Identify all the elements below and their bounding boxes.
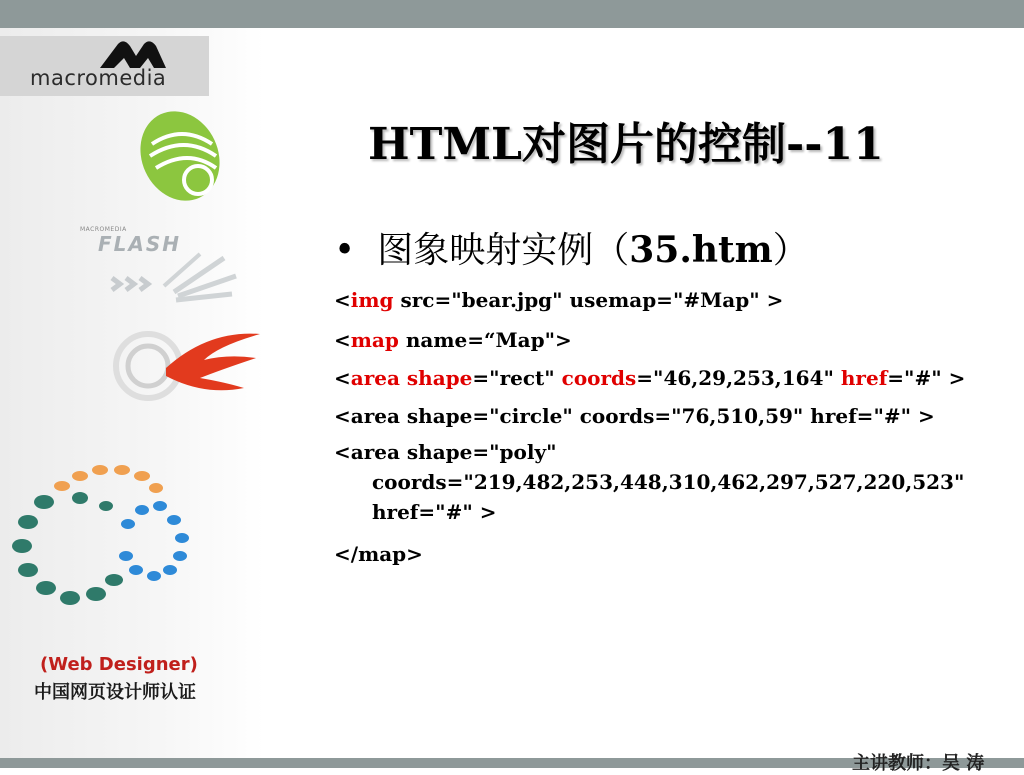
teacher-footer: 主讲教师：吴 涛: [852, 753, 985, 774]
code-val-href: ="#" >: [887, 366, 966, 390]
code-rest: name=“Map">: [398, 328, 572, 352]
code-lt: <: [334, 366, 351, 390]
dotted-rings-icon: [10, 462, 200, 612]
code-line-8: </map>: [334, 542, 423, 566]
code-line-4: <area shape="circle" coords="76,510,59" href="#" >: [334, 404, 935, 428]
code-line-5: <area shape="poly": [334, 440, 557, 464]
macromedia-logo-text: macromedia: [30, 66, 167, 90]
slide-title: HTML对图片的控制--11: [368, 119, 884, 170]
code-tag-img: img: [350, 288, 394, 312]
flash-rays-icon: [104, 248, 244, 304]
code-rest: src="bear.jpg" usemap="#Map" >: [393, 288, 784, 312]
green-disc-icon: [132, 104, 228, 204]
code-line-1: [334, 288, 783, 312]
code-line-7: href="#" >: [372, 500, 497, 524]
code-line-3: [334, 366, 965, 390]
code-lt: <: [334, 328, 351, 352]
code-val-shape: ="rect": [472, 366, 562, 390]
certification-label: 中国网页设计师认证: [34, 682, 196, 703]
code-line-2: [334, 328, 572, 352]
flash-word: FLASH: [98, 232, 182, 256]
bullet-close: ）: [772, 230, 809, 271]
bullet-item: [334, 222, 809, 273]
code-attr-coords: coords: [561, 366, 637, 390]
code-space: [400, 366, 407, 390]
code-lt: <: [334, 288, 351, 312]
code-line-6: coords="219,482,253,448,310,462,297,527,220,523": [372, 470, 965, 494]
web-designer-label: (Web Designer): [40, 654, 198, 675]
bullet-dot: •: [334, 230, 356, 271]
bullet-file: 35.htm: [629, 229, 773, 271]
red-swoosh-icon: [108, 324, 268, 408]
bullet-text: 图象映射实例（: [377, 230, 630, 271]
code-tag-area: area: [350, 366, 400, 390]
flash-small-label: MACROMEDIA: [80, 226, 127, 233]
code-tag-map: map: [350, 328, 399, 352]
code-attr-shape: shape: [406, 366, 473, 390]
top-band: [0, 0, 1024, 28]
code-attr-href: href: [840, 366, 888, 390]
code-val-coords: ="46,29,253,164": [636, 366, 841, 390]
